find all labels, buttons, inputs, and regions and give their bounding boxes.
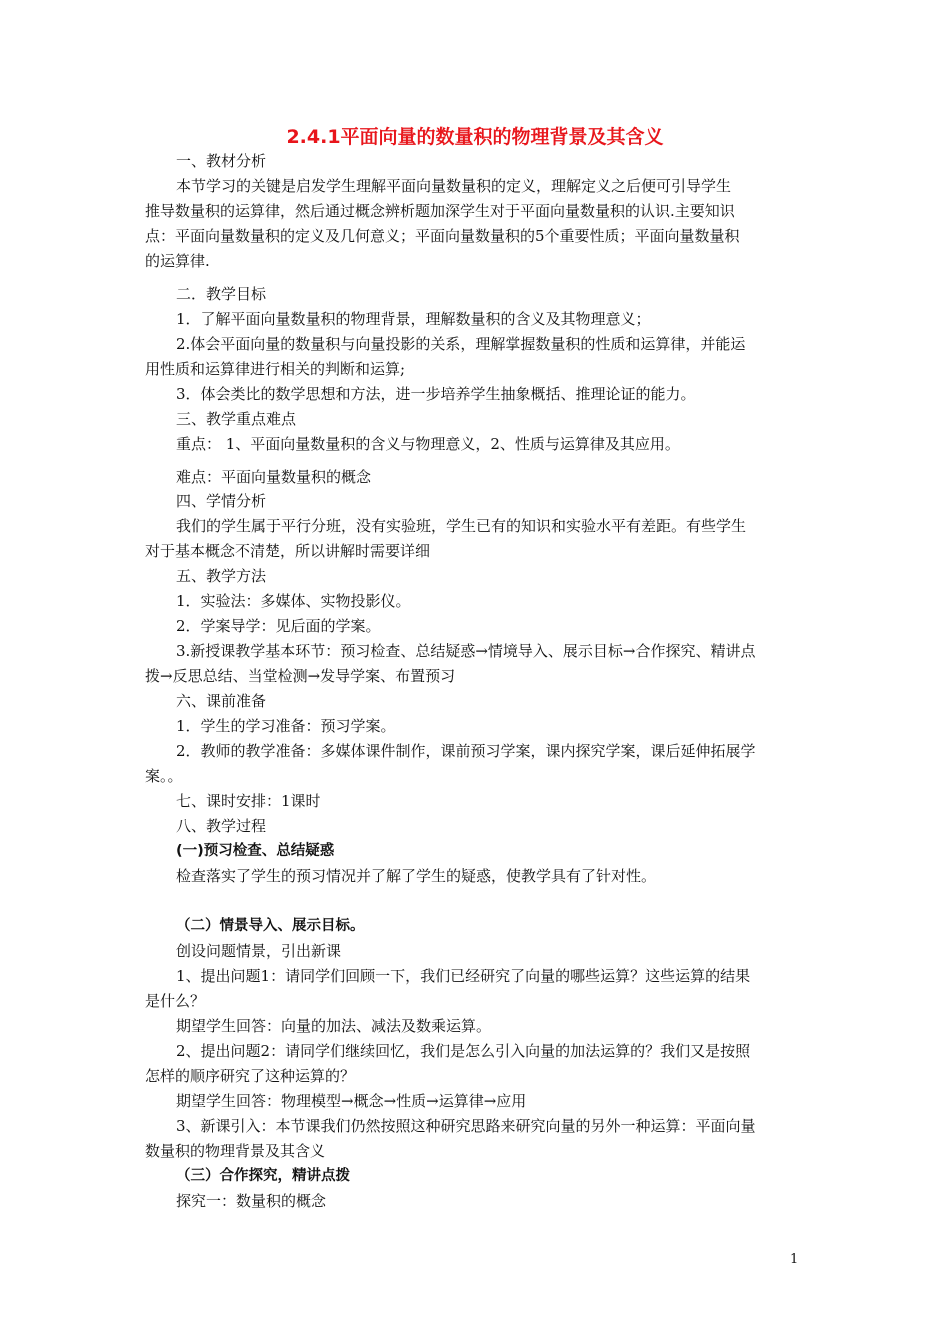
subsection-heading: (一)预习检查、总结疑惑 [176, 843, 335, 859]
paragraph-line: 探究一：数量积的概念 [176, 1192, 327, 1210]
paragraph-line: 2．学案导学：见后面的学案。 [176, 617, 381, 635]
document-title: 2.4.1平面向量的数量积的物理背景及其含义 [286, 126, 664, 148]
paragraph-line: 拨→反思总结、当堂检测→发导学案、布置预习 [145, 667, 456, 685]
paragraph-line: 对于基本概念不清楚，所以讲解时需要详细 [145, 542, 431, 560]
paragraph-line: 1、提出问题1：请同学们回顾一下，我们已经研究了向量的哪些运算？这些运算的结果 [176, 967, 751, 985]
section-heading-1: 一、教材分析 [176, 152, 267, 170]
section-heading-5: 五、教学方法 [176, 567, 267, 585]
paragraph-line: 3.新授课教学基本环节：预习检查、总结疑惑→情境导入、展示目标→合作探究、精讲点 [176, 642, 756, 660]
subsection-heading: （三）合作探究，精讲点拨 [176, 1168, 350, 1184]
paragraph-line: 数量积的物理背景及其含义 [145, 1142, 326, 1160]
paragraph-line: 1．了解平面向量数量积的物理背景，理解数量积的含义及其物理意义； [176, 310, 651, 328]
paragraph-line: 1．实验法：多媒体、实物投影仪。 [176, 592, 411, 610]
section-heading-8: 八、教学过程 [176, 817, 267, 835]
page-number: 1 [790, 1252, 799, 1267]
section-heading-7: 七、课时安排：1课时 [176, 792, 321, 810]
section-heading-6: 六、课前准备 [176, 692, 267, 710]
paragraph-line: 2.体会平面向量的数量积与向量投影的关系，理解掌握数量积的性质和运算律，并能运 [176, 335, 746, 353]
section-heading-2: 二．教学目标 [176, 285, 267, 303]
section-heading-3: 三、教学重点难点 [176, 410, 297, 428]
paragraph-line: 是什么？ [145, 992, 206, 1010]
paragraph-line: 3．体会类比的数学思想和方法，进一步培养学生抽象概括、推理论证的能力。 [176, 385, 696, 403]
paragraph-line: 用性质和运算律进行相关的判断和运算; [145, 360, 406, 378]
section-heading-4: 四、学情分析 [176, 492, 267, 510]
paragraph-line: 重点： 1、平面向量数量积的含义与物理意义，2、性质与运算律及其应用。 [176, 435, 680, 453]
paragraph-line: 本节学习的关键是启发学生理解平面向量数量积的定义，理解定义之后便可引导学生 [176, 177, 732, 195]
paragraph-line: 我们的学生属于平行分班，没有实验班，学生已有的知识和实验水平有差距。有些学生 [176, 517, 747, 535]
paragraph-line: 案。。 [145, 767, 183, 785]
paragraph-line: 检查落实了学生的预习情况并了解了学生的疑惑，使教学具有了针对性。 [176, 867, 657, 885]
paragraph-line: 2、提出问题2：请同学们继续回忆，我们是怎么引入向量的加法运算的？我们又是按照 [176, 1042, 751, 1060]
paragraph-line: 3、新课引入：本节课我们仍然按照这种研究思路来研究向量的另外一种运算：平面向量 [176, 1117, 756, 1135]
paragraph-line: 推导数量积的运算律，然后通过概念辨析题加深学生对于平面向量数量积的认识.主要知识 [145, 202, 735, 220]
paragraph-line: 的运算律. [145, 252, 210, 270]
subsection-heading: （二）情景导入、展示目标。 [176, 918, 365, 934]
paragraph-line: 点：平面向量数量积的定义及几何意义；平面向量数量积的5个重要性质；平面向量数量积 [145, 227, 740, 245]
paragraph-line: 怎样的顺序研究了这种运算的？ [145, 1067, 356, 1085]
paragraph-line: 期望学生回答：物理模型→概念→性质→运算律→应用 [176, 1092, 527, 1110]
paragraph-line: 1．学生的学习准备：预习学案。 [176, 717, 396, 735]
paragraph-line: 创设问题情景，引出新课 [176, 942, 342, 960]
paragraph-line: 期望学生回答：向量的加法、减法及数乘运算。 [176, 1017, 492, 1035]
paragraph-line: 2．教师的教学准备：多媒体课件制作，课前预习学案，课内探究学案，课后延伸拓展学 [176, 742, 756, 760]
paragraph-line: 难点：平面向量数量积的概念 [176, 468, 372, 486]
